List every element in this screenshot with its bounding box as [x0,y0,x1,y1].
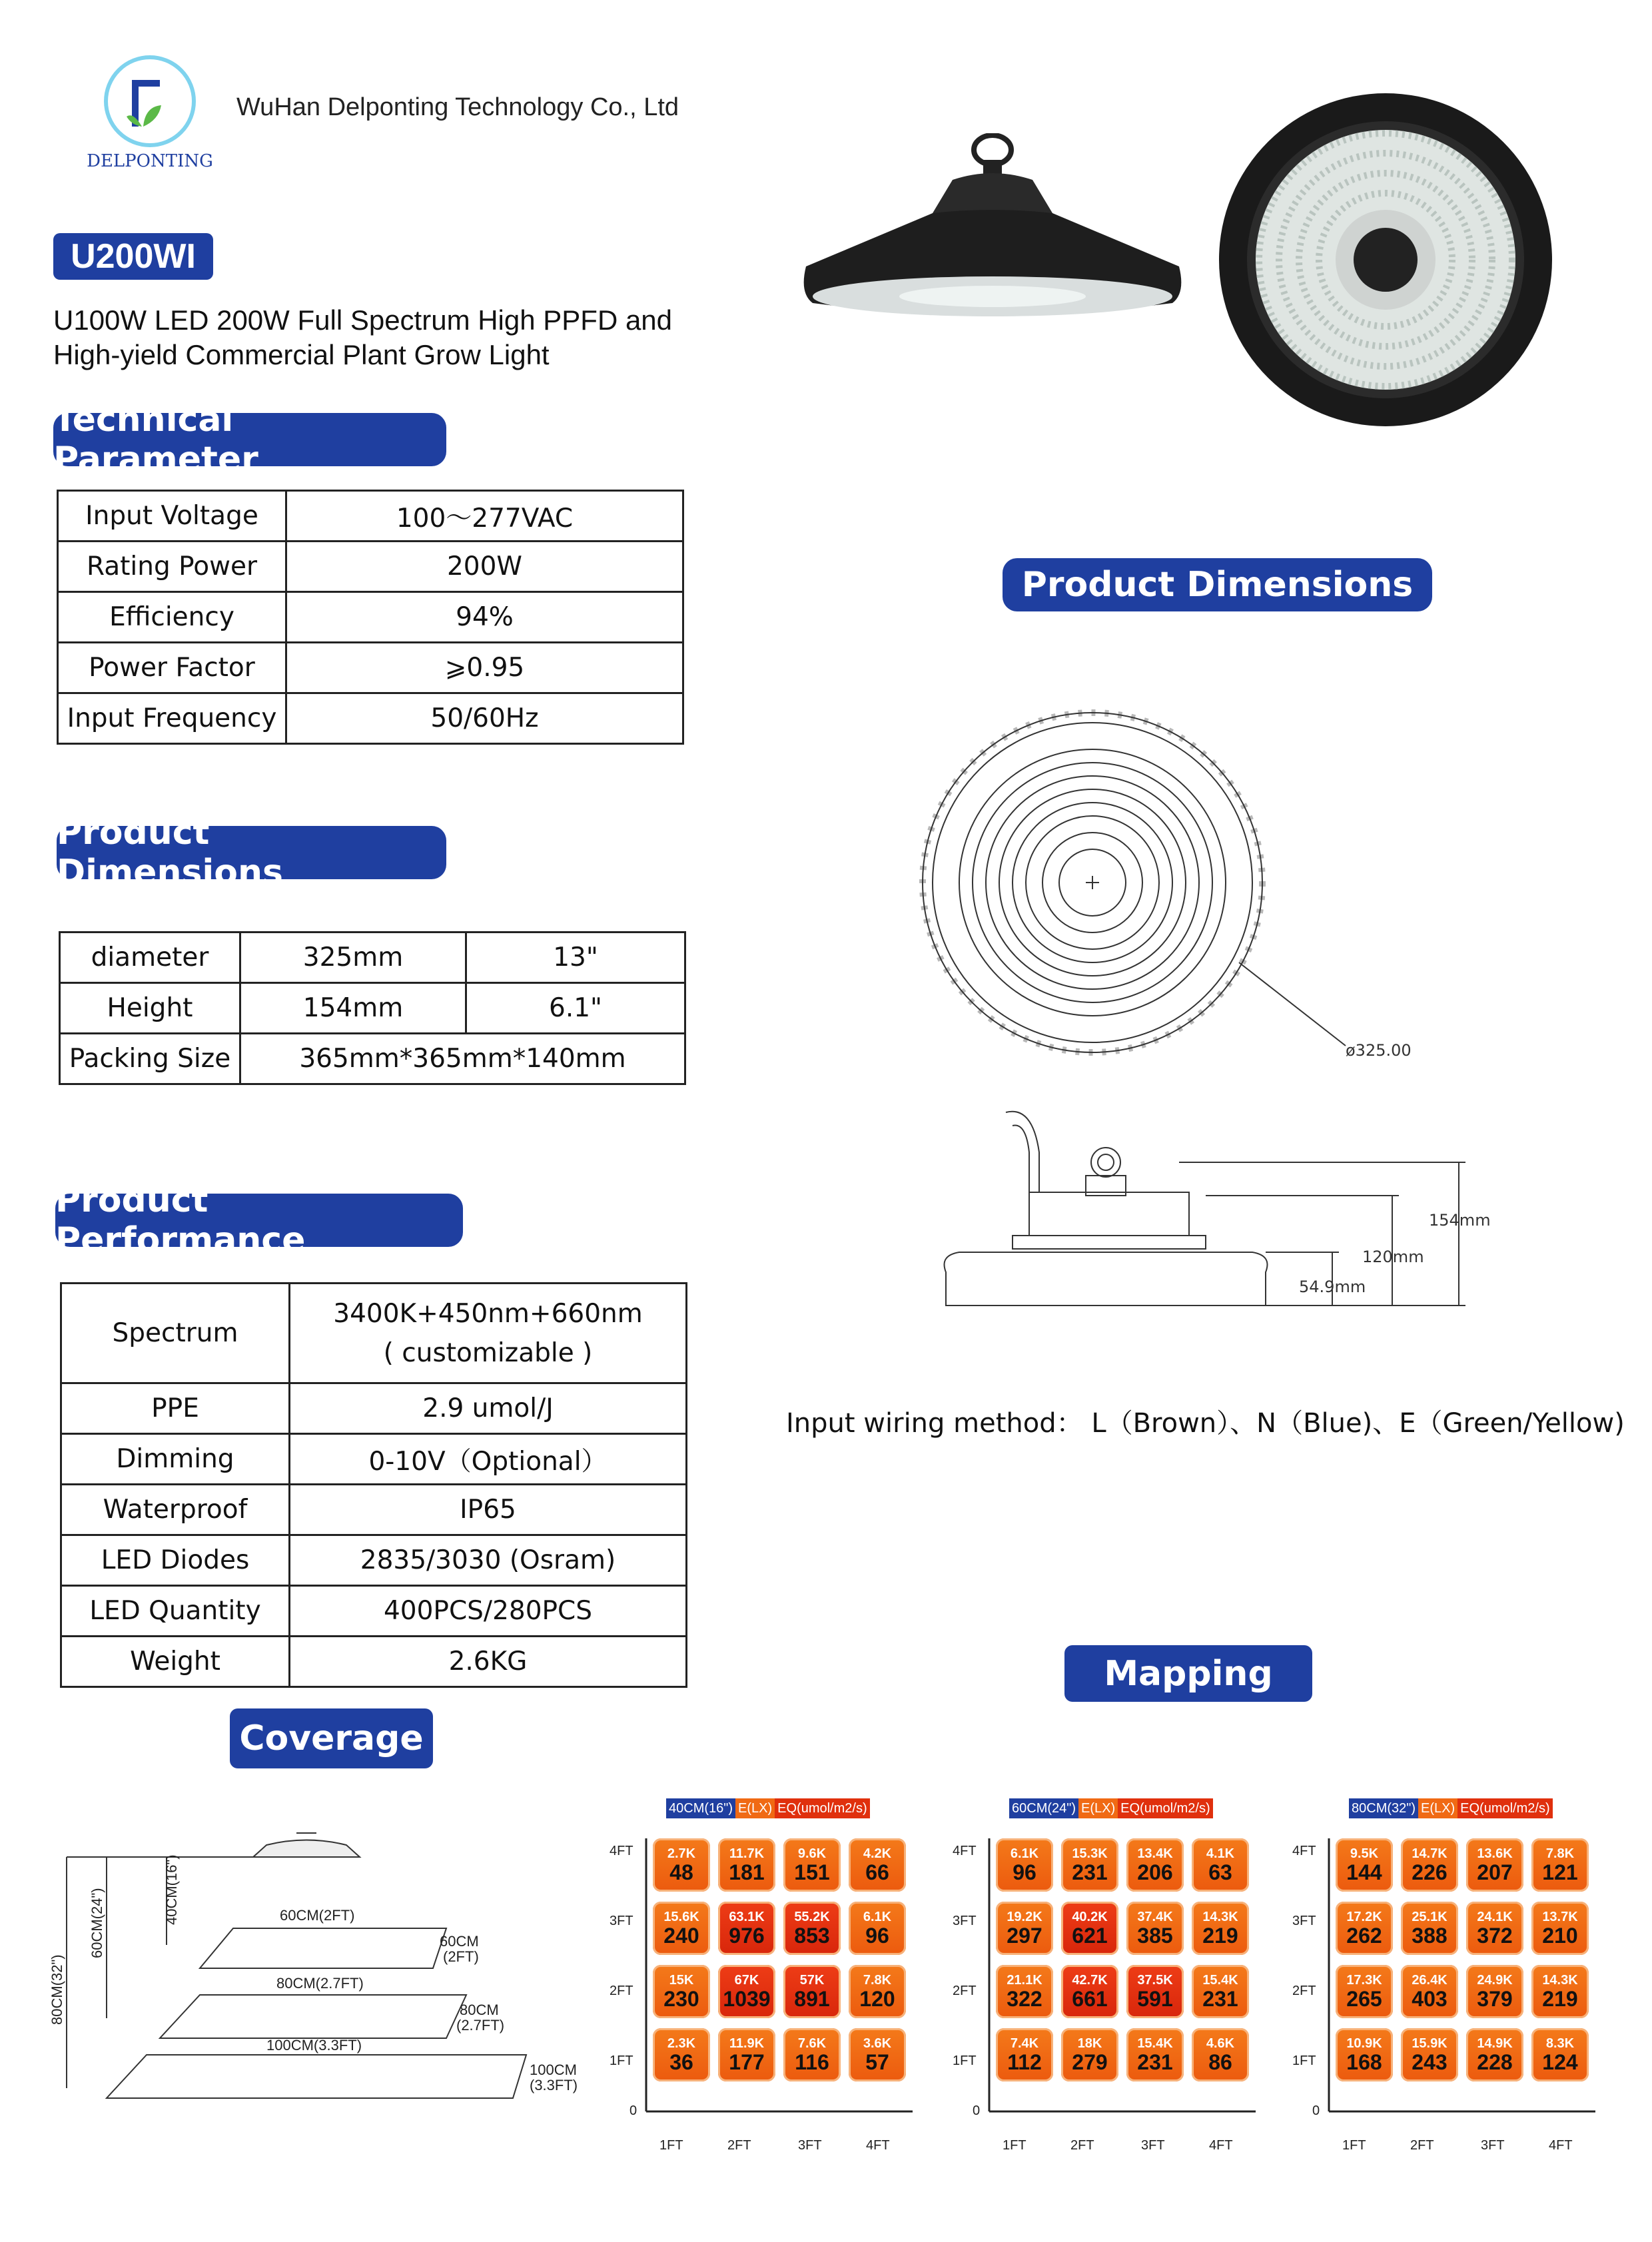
y-tick-label: 0 [973,2103,981,2118]
perf-label: Waterproof [61,1485,290,1535]
cell-lux: 40.2K [1072,1910,1108,1924]
spec-label: Input Voltage [58,491,286,542]
dim-label: diameter [60,933,240,983]
table-row [61,1637,687,1687]
cell-ppfd: 230 [663,1987,699,2011]
map-cell [783,2028,841,2081]
table-row [58,491,683,542]
cell-lux: 14.9K [1477,2036,1513,2051]
cell-ppfd: 116 [795,2050,829,2074]
cell-lux: 14.3K [1542,1973,1578,1988]
perf-label: PPE [61,1383,290,1434]
cell-ppfd: 297 [1007,1924,1042,1948]
perf-label: LED Diodes [61,1535,290,1586]
cell-ppfd: 210 [1542,1924,1578,1948]
legend-height: 40CM(16") [666,1798,735,1818]
map-cell [1192,2028,1249,2081]
cell-ppfd: 96 [865,1924,889,1948]
map-cell [1466,2028,1523,2081]
cell-ppfd: 240 [663,1924,699,1948]
area-100-depth: 100CM [530,2061,577,2078]
table-row [58,693,683,744]
cell-ppfd: 207 [1477,1860,1513,1884]
x-tick-label: 1FT [659,2138,683,2153]
area-100-width: 100CM(3.3FT) [266,2037,362,2054]
y-tick-label: 2FT [610,1984,633,1998]
table-row [61,1586,687,1637]
cell-ppfd: 591 [1137,1987,1173,2011]
area-60-width: 60CM(2FT) [280,1907,355,1924]
cell-lux: 2.3K [667,2036,696,2051]
map-cell [1401,1965,1458,2018]
cell-ppfd: 96 [1013,1860,1036,1884]
map-cell [1192,1838,1249,1892]
map-cell [1531,2028,1589,2081]
cell-lux: 7.4K [1010,2036,1039,2051]
y-tick-label: 3FT [953,1914,977,1928]
cell-ppfd: 661 [1072,1987,1108,2011]
area-80-depth: 80CM [460,2002,499,2018]
map-cell [1336,1838,1393,1892]
cell-lux: 6.1K [863,1910,892,1924]
cell-ppfd: 219 [1202,1924,1238,1948]
section-product-performance: Product Performance [55,1194,463,1247]
table-row [61,1383,687,1434]
performance-table [60,1282,687,1688]
x-tick-label: 2FT [1070,2138,1094,2153]
spectrum-value: 3400K+450nm+660nm [333,1298,643,1329]
cell-ppfd: 168 [1346,2050,1382,2074]
company-logo [80,53,220,173]
cell-ppfd: 262 [1346,1924,1382,1948]
cell-lux: 67K [734,1973,759,1988]
map-cell [1061,2028,1118,2081]
cell-lux: 25.1K [1412,1910,1447,1924]
cell-ppfd: 48 [669,1860,693,1884]
x-tick-label: 4FT [1209,2138,1233,2153]
map-cell [653,1965,710,2018]
legend-e: E(LX) [1418,1798,1457,1818]
table-row [60,933,685,983]
map-cell [996,2028,1053,2081]
map-cell [1466,1838,1523,1892]
cell-lux: 21.1K [1007,1973,1042,1988]
cell-ppfd: 243 [1412,2050,1447,2074]
map-cell [718,1838,775,1892]
height-lamp-label: 54.9mm [1299,1278,1366,1296]
cell-ppfd: 403 [1412,1987,1447,2011]
area-60-depth-ft: (2FT) [443,1948,479,1965]
map-cell [1061,1965,1118,2018]
cell-ppfd: 66 [865,1860,889,1884]
cell-lux: 4.6K [1206,2036,1235,2051]
map-cell [849,1965,906,2018]
cell-lux: 15.4K [1137,2036,1173,2051]
x-tick-label: 1FT [1342,2138,1366,2153]
side-view-drawing [913,1099,1499,1339]
cell-lux: 7.6K [797,2036,827,2051]
cell-lux: 9.6K [797,1846,827,1861]
map-cell [653,1838,710,1892]
cell-ppfd: 385 [1137,1924,1173,1948]
map-cell [996,1902,1053,1955]
spec-label: Efficiency [58,592,286,643]
map-cell [653,1902,710,1955]
cell-ppfd: 322 [1007,1987,1042,2011]
x-tick-label: 1FT [1003,2138,1027,2153]
spec-value: 50/60Hz [286,693,683,744]
cell-ppfd: 177 [729,2050,765,2074]
table-row [58,592,683,643]
cell-lux: 15.6K [663,1910,699,1924]
top-view-drawing [913,696,1419,1096]
legend-height: 80CM(32") [1349,1798,1418,1818]
legend-height: 60CM(24") [1009,1798,1078,1818]
height-body-label: 120mm [1362,1248,1424,1266]
spec-value: 100～277VAC [286,491,683,542]
cell-ppfd: 112 [1007,2050,1042,2074]
product-photo-front [1206,93,1565,440]
perf-value: 2835/3030 (Osram) [290,1535,687,1586]
section-product-dimensions-right: Product Dimensions [1003,558,1432,611]
section-product-dimensions: Product Dimensions [57,826,446,879]
map-cell [1466,1902,1523,1955]
cell-lux: 13.4K [1137,1846,1173,1861]
perf-value: 2.6KG [290,1637,687,1687]
cell-lux: 24.9K [1477,1973,1513,1988]
cell-ppfd: 86 [1208,2050,1232,2074]
cell-lux: 57K [799,1973,825,1988]
height-total-label: 154mm [1429,1211,1491,1230]
x-tick-label: 2FT [1410,2138,1434,2153]
cell-lux: 15K [669,1973,694,1988]
legend-q: EQ(umol/m2/s) [1118,1798,1212,1818]
perf-label: Weight [61,1637,290,1687]
cell-ppfd: 372 [1477,1924,1513,1948]
perf-label: Spectrum [61,1284,290,1383]
spec-value: 94% [286,592,683,643]
cell-lux: 7.8K [1545,1846,1575,1861]
table-row [61,1485,687,1535]
coverage-height-80: 80CM(32") [49,1954,65,2025]
cell-lux: 3.6K [863,2036,892,2051]
table-row [61,1535,687,1586]
area-80-depth-ft: (2.7FT) [456,2017,505,2034]
spectrum-note: ( customizable ) [383,1337,593,1368]
map-cell [1126,1965,1184,2018]
cell-lux: 63.1K [729,1910,765,1924]
subtitle-line-1: U100W LED 200W Full Spectrum High PPFD and [53,304,673,336]
technical-table [57,490,684,745]
table-row [61,1434,687,1485]
y-tick-label: 3FT [1292,1914,1316,1928]
cell-ppfd: 621 [1072,1924,1108,1948]
cell-ppfd: 219 [1542,1987,1578,2011]
map-cell [1336,1902,1393,1955]
cell-ppfd: 124 [1542,2050,1578,2074]
diameter-label: ø325.00 [1346,1041,1412,1060]
cell-lux: 11.7K [729,1846,765,1861]
ppfd-map [600,1798,919,2181]
perf-value: 400PCS/280PCS [290,1586,687,1637]
perf-label: LED Quantity [61,1586,290,1637]
dim-mm: 154mm [240,983,466,1034]
spec-label: Power Factor [58,643,286,693]
map-cell [718,1965,775,2018]
map-cell [653,2028,710,2081]
ppfd-map [943,1798,1262,2181]
map-cell [1126,1838,1184,1892]
wiring-method: Input wiring method： L（Brown）、N（Blue)、E（Green/Yellow) [786,1408,1625,1439]
cell-ppfd: 57 [865,2050,889,2074]
map-cell [1401,2028,1458,2081]
y-tick-label: 4FT [610,1844,633,1858]
cell-lux: 42.7K [1072,1973,1108,1988]
cell-lux: 24.1K [1477,1910,1513,1924]
x-tick-label: 4FT [866,2138,890,2153]
subtitle-line-2: High-yield Commercial Plant Grow Light [53,339,550,370]
map-cell [1466,1965,1523,2018]
table-row [60,1034,685,1084]
y-tick-label: 1FT [610,2054,633,2068]
cell-ppfd: 121 [1542,1860,1578,1884]
spec-label: Input Frequency [58,693,286,744]
x-tick-label: 3FT [1141,2138,1165,2153]
cell-ppfd: 231 [1202,1987,1238,2011]
map-cell [783,1965,841,2018]
cell-ppfd: 1039 [723,1987,771,2011]
product-photo-side [793,133,1192,333]
section-coverage: Coverage [230,1708,433,1768]
cell-ppfd: 231 [1072,1860,1108,1884]
y-tick-label: 2FT [953,1984,977,1998]
dim-packing: 365mm*365mm*140mm [240,1034,685,1084]
cell-ppfd: 231 [1137,2050,1173,2074]
ppfd-map [1282,1798,1602,2181]
cell-ppfd: 120 [859,1987,895,2011]
coverage-height-40: 40CM(16") [163,1854,180,1925]
dim-mm: 325mm [240,933,466,983]
model-badge: U200WI [53,233,213,280]
cell-ppfd: 379 [1477,1987,1513,2011]
dimension-table [59,931,686,1085]
cell-lux: 17.2K [1346,1910,1382,1924]
perf-value: 0-10V（Optional） [290,1434,687,1485]
perf-value: 2.9 umol/J [290,1383,687,1434]
section-technical-parameter: Technical Parameter [53,413,446,466]
map-cell [1531,1838,1589,1892]
y-tick-label: 0 [1312,2103,1320,2118]
cell-lux: 9.5K [1350,1846,1379,1861]
cell-ppfd: 853 [794,1924,830,1948]
map-cell [996,1838,1053,1892]
y-tick-label: 0 [629,2103,637,2118]
cell-lux: 11.9K [729,2036,765,2051]
y-tick-label: 1FT [953,2054,977,2068]
y-tick-label: 1FT [1292,2054,1316,2068]
area-80-width: 80CM(2.7FT) [276,1975,364,1992]
dim-label: Height [60,983,240,1034]
y-tick-label: 3FT [610,1914,633,1928]
map-cell [1126,1902,1184,1955]
product-subtitle [53,303,786,372]
cell-ppfd: 228 [1477,2050,1513,2074]
map-cell [996,1965,1053,2018]
cell-lux: 19.2K [1007,1910,1042,1924]
table-row [58,643,683,693]
map-cell [718,2028,775,2081]
dim-label: Packing Size [60,1034,240,1084]
cell-ppfd: 151 [794,1860,830,1884]
map-cell [783,1902,841,1955]
cell-lux: 13.6K [1477,1846,1513,1861]
spec-label: Rating Power [58,542,286,592]
map-cell [1401,1838,1458,1892]
cell-lux: 55.2K [794,1910,830,1924]
cell-ppfd: 226 [1412,1860,1447,1884]
cell-lux: 10.9K [1346,2036,1382,2051]
y-tick-label: 4FT [953,1844,977,1858]
cell-lux: 6.1K [1010,1846,1039,1861]
legend-q: EQ(umol/m2/s) [775,1798,869,1818]
coverage-height-60: 60CM(24") [89,1888,105,1958]
cell-lux: 15.4K [1202,1973,1238,1988]
cell-ppfd: 388 [1412,1924,1447,1948]
cell-lux: 2.7K [667,1846,696,1861]
map-cell [1061,1902,1118,1955]
table-row [61,1284,687,1383]
map-cell [1336,1965,1393,2018]
map-cell [849,1902,906,1955]
legend-e: E(LX) [1078,1798,1118,1818]
perf-value: IP65 [290,1485,687,1535]
area-60-depth: 60CM [440,1933,479,1950]
y-tick-label: 2FT [1292,1984,1316,1998]
cell-lux: 17.3K [1346,1973,1382,1988]
cell-lux: 37.5K [1137,1973,1173,1988]
cell-ppfd: 891 [794,1987,830,2011]
map-cell [718,1902,775,1955]
cell-lux: 7.8K [863,1973,892,1988]
map-cell [783,1838,841,1892]
cell-lux: 14.3K [1202,1910,1238,1924]
cell-ppfd: 36 [669,2050,693,2074]
map-cell [1531,1965,1589,2018]
map-cell [1192,1965,1249,2018]
x-tick-label: 4FT [1549,2138,1573,2153]
map-cell [849,2028,906,2081]
map-cell [1401,1902,1458,1955]
cell-ppfd: 976 [729,1924,765,1948]
section-mapping: Mapping [1064,1645,1312,1702]
cell-ppfd: 144 [1346,1860,1382,1884]
logo-text: DELPONTING [87,151,213,171]
perf-value [290,1284,687,1383]
cell-ppfd: 181 [729,1860,765,1884]
area-100-depth-ft: (3.3FT) [530,2077,578,2093]
legend-q: EQ(umol/m2/s) [1457,1798,1552,1818]
perf-label: Dimming [61,1434,290,1485]
table-row [58,542,683,592]
dim-inch: 13" [466,933,685,983]
cell-ppfd: 279 [1072,2050,1108,2074]
cell-lux: 18K [1077,2036,1102,2051]
cell-lux: 8.3K [1545,2036,1575,2051]
cell-lux: 4.2K [863,1846,892,1861]
cell-lux: 13.7K [1542,1910,1578,1924]
spec-value: ⩾0.95 [286,643,683,693]
table-row [60,983,685,1034]
x-tick-label: 3FT [798,2138,822,2153]
map-cell [1336,2028,1393,2081]
cell-ppfd: 63 [1208,1860,1232,1884]
cell-lux: 14.7K [1412,1846,1447,1861]
cell-lux: 4.1K [1206,1846,1235,1861]
cell-lux: 15.9K [1412,2036,1447,2051]
map-cell [1192,1902,1249,1955]
x-tick-label: 3FT [1481,2138,1505,2153]
map-cell [1531,1902,1589,1955]
cell-ppfd: 206 [1137,1860,1173,1884]
cell-lux: 15.3K [1072,1846,1108,1861]
dim-inch: 6.1" [466,983,685,1034]
coverage-diagram [47,1825,600,2118]
company-name: WuHan Delponting Technology Co., Ltd [236,93,679,121]
cell-ppfd: 265 [1346,1987,1382,2011]
x-tick-label: 2FT [727,2138,751,2153]
map-cell [1061,1838,1118,1892]
map-cell [1126,2028,1184,2081]
map-cell [849,1838,906,1892]
legend-e: E(LX) [735,1798,775,1818]
cell-lux: 37.4K [1137,1910,1173,1924]
y-tick-label: 4FT [1292,1844,1316,1858]
spec-value: 200W [286,542,683,592]
cell-lux: 26.4K [1412,1973,1447,1988]
